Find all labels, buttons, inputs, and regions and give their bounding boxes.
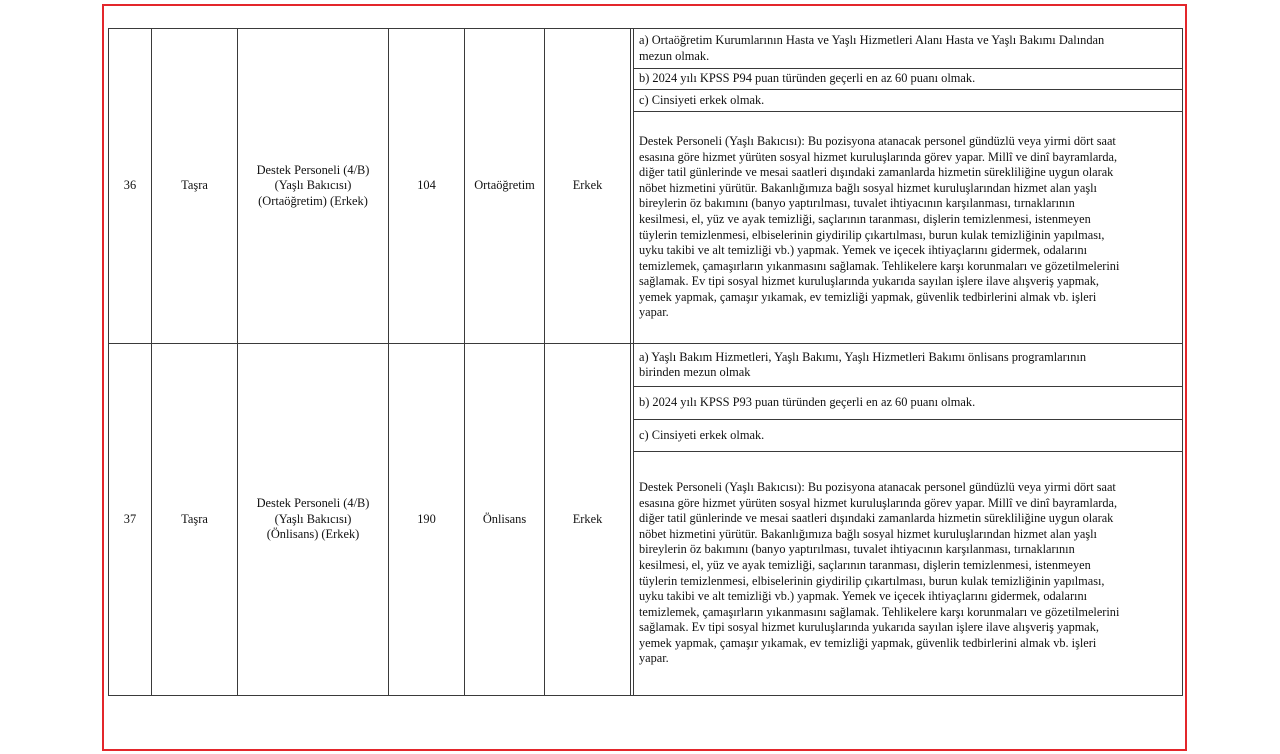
job-description-line: temizlemek, çamaşırların yıkanmasını sağlamak. Tehlikelere karşı korunmaları ve gözetilmelerini: [639, 258, 1120, 273]
job-description-line: sağlamak. Ev tipi sosyal hizmet kuruluşlarında yukarıda sayılan işlere ilave alışveriş yapmak,: [639, 620, 1099, 635]
job-description-line: yemek yapmak, çamaşır yıkamak, ev temizliği yapmak, güvenlik tedbirlerini almak vb. işleri: [639, 289, 1097, 304]
position-title-line: Destek Personeli (4/B): [256, 162, 370, 177]
job-description-line: temizlemek, çamaşırların yıkanmasını sağlamak. Tehlikelere karşı korunmaları ve gözetilmelerini: [639, 604, 1120, 619]
position-title-cell: [238, 344, 389, 696]
requirement-c: [634, 90, 1182, 112]
job-description-line: yapar.: [639, 305, 669, 320]
requirement-a-text: [639, 33, 1104, 64]
job-description-line: kesilmesi, el, yüz ve ayak temizliği, saçlarının taranması, dişlerin temizlenmesi, istenmeyen: [639, 211, 1091, 226]
position-title: [257, 496, 370, 543]
job-description-line: diğer tatil günlerinde ve mesai saatleri dışındaki zamanlarda hizmetin sürekliliğine uygun olarak: [639, 511, 1114, 526]
location-cell: Taşra: [152, 29, 238, 344]
position-title-line: (Yaşlı Bakıcısı): [274, 178, 352, 193]
job-description-line: bireylerin öz bakımını (banyo yaptırılması, tuvalet ihtiyacının karşılanması, tırnaklarının: [639, 542, 1075, 557]
table-row: [109, 344, 1183, 696]
requirements-stack: [633, 344, 1182, 695]
requirement-a: [634, 29, 1182, 69]
requirement-a-line: birinden mezun olmak: [639, 365, 751, 379]
job-description-line: yapar.: [639, 651, 669, 666]
education-cell: Ortaöğretim: [465, 29, 545, 344]
education-cell: Önlisans: [465, 344, 545, 696]
requirement-a-line: a) Ortaöğretim Kurumlarının Hasta ve Yaşlı Hizmetleri Alanı Hasta ve Yaşlı Bakımı Dalından: [639, 33, 1105, 47]
job-description-line: tüylerin temizlenmesi, elbiselerinin giydirilip çıkartılması, burun kulak temizliğinin yapılması,: [639, 227, 1105, 242]
job-description-line: bireylerin öz bakımını (banyo yaptırılması, tuvalet ihtiyacının karşılanması, tırnaklarının: [639, 196, 1075, 211]
requirements-stack: [633, 29, 1182, 343]
job-description-line: Destek Personeli (Yaşlı Bakıcısı): Bu pozisyona atanacak personel gündüzlü veya yirmi dört saat: [639, 134, 1116, 149]
job-description-line: uyku takibi ve alt temizliği vb.) yapmak. Yemek ve içecek ihtiyaçlarını gidermek, odalarını: [639, 243, 1088, 258]
position-title: [257, 163, 370, 210]
job-description-line: Destek Personeli (Yaşlı Bakıcısı): Bu pozisyona atanacak personel gündüzlü veya yirmi dört saat: [639, 480, 1116, 495]
position-title-line: (Önlisans) (Erkek): [266, 527, 360, 542]
requirement-a-line: mezun olmak.: [639, 48, 710, 63]
job-description-text: [639, 134, 1119, 321]
job-description-line: esasına göre hizmet yürüten sosyal hizmet kuruluşlarında görev yapar. Millî ve dinî bayramlarda,: [639, 495, 1118, 510]
location-cell: Taşra: [152, 344, 238, 696]
job-description: [634, 452, 1182, 695]
row-number-cell: 36: [109, 29, 152, 344]
requirement-a-text: [639, 350, 1086, 381]
requirement-b-text: b) 2024 yılı KPSS P93 puan türünden geçerli en az 60 puanı olmak.: [639, 395, 976, 410]
gender-cell: Erkek: [545, 344, 631, 696]
job-description-line: esasına göre hizmet yürüten sosyal hizmet kuruluşlarında görev yapar. Millî ve dinî bayramlarda,: [639, 149, 1118, 164]
position-title-cell: [238, 29, 389, 344]
gender-cell: Erkek: [545, 29, 631, 344]
requirement-c: [634, 420, 1182, 452]
requirement-b: [634, 69, 1182, 90]
position-title-line: (Yaşlı Bakıcısı): [274, 511, 352, 526]
requirement-a-line: a) Yaşlı Bakım Hizmetleri, Yaşlı Bakımı, Yaşlı Hizmetleri Bakımı önlisans programlarının: [639, 349, 1087, 364]
requirement-a: [634, 344, 1182, 387]
job-description-line: diğer tatil günlerinde ve mesai saatleri dışındaki zamanlarda hizmetin sürekliliğine uygun olarak: [639, 165, 1114, 180]
job-description-line: kesilmesi, el, yüz ve ayak temizliği, saçlarının taranması, dişlerin temizlenmesi, istenmeyen: [639, 557, 1091, 572]
job-description-line: nöbet hizmetini yürütür. Bakanlığımıza bağlı sosyal hizmet kuruluşlarından hizmet alan yaşlı: [639, 526, 1097, 541]
requirements-cell: [631, 29, 1183, 344]
quota-cell: 104: [389, 29, 465, 344]
position-title-line: (Ortaöğretim) (Erkek): [258, 193, 368, 208]
job-description-line: uyku takibi ve alt temizliği vb.) yapmak. Yemek ve içecek ihtiyaçlarını gidermek, odalarını: [639, 589, 1088, 604]
requirement-c-text: c) Cinsiyeti erkek olmak.: [639, 427, 765, 442]
requirement-b: [634, 387, 1182, 420]
quota-cell: 190: [389, 344, 465, 696]
requirements-cell: [631, 344, 1183, 696]
table-row: [109, 29, 1183, 344]
job-description-line: tüylerin temizlenmesi, elbiselerinin giydirilip çıkartılması, burun kulak temizliğinin yapılması,: [639, 573, 1105, 588]
job-description-line: sağlamak. Ev tipi sosyal hizmet kuruluşlarında yukarıda sayılan işlere ilave alışveriş yapmak,: [639, 274, 1099, 289]
job-description-text: [639, 480, 1119, 667]
job-description: [634, 112, 1182, 343]
position-title-line: Destek Personeli (4/B): [256, 496, 370, 511]
requirement-c-text: c) Cinsiyeti erkek olmak.: [639, 92, 765, 107]
job-description-line: nöbet hizmetini yürütür. Bakanlığımıza bağlı sosyal hizmet kuruluşlarından hizmet alan yaşlı: [639, 180, 1097, 195]
requirement-b-text: b) 2024 yılı KPSS P94 puan türünden geçerli en az 60 puanı olmak.: [639, 71, 976, 86]
row-number-cell: 37: [109, 344, 152, 696]
job-description-line: yemek yapmak, çamaşır yıkamak, ev temizliği yapmak, güvenlik tedbirlerini almak vb. işleri: [639, 635, 1097, 650]
position-table: [108, 28, 1183, 696]
